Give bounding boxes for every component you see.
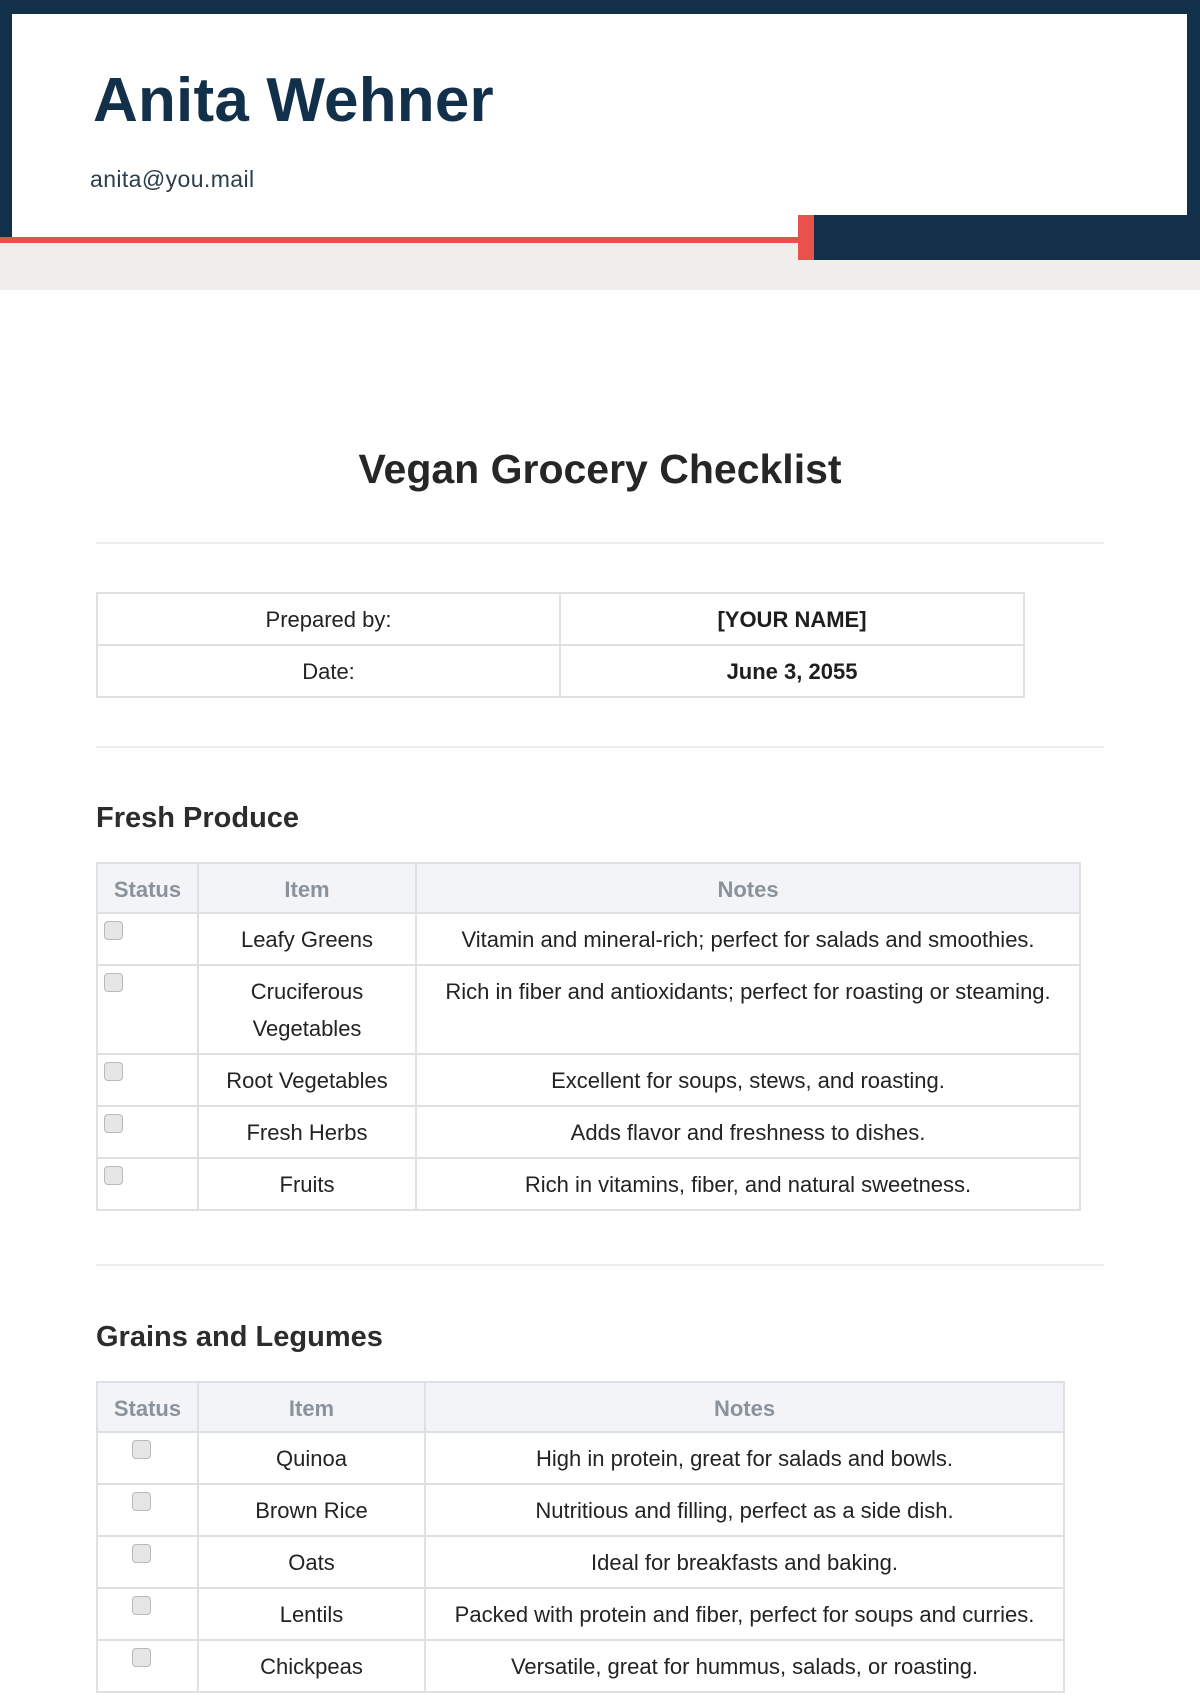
- table-row: [97, 1158, 1080, 1210]
- notes-cell: Excellent for soups, stews, and roasting.: [416, 1054, 1080, 1106]
- item-cell: Fresh Herbs: [198, 1106, 416, 1158]
- status-checkbox[interactable]: [104, 1114, 123, 1133]
- table-row: [97, 1484, 1064, 1536]
- info-table-wrapper: [96, 592, 1025, 698]
- column-header-notes: Notes: [416, 863, 1080, 913]
- status-cell: [97, 1432, 198, 1484]
- item-cell: Chickpeas: [198, 1640, 425, 1692]
- table-row: [97, 965, 1080, 1054]
- status-cell: [97, 913, 198, 965]
- item-cell: Cruciferous Vegetables: [198, 965, 416, 1054]
- date-value: June 3, 2055: [560, 645, 1024, 697]
- fresh-produce-table: [96, 862, 1081, 1211]
- column-header-item: Item: [198, 1382, 425, 1432]
- header-navy-block: [814, 215, 1200, 260]
- author-name: Anita Wehner: [93, 66, 494, 135]
- status-checkbox[interactable]: [104, 973, 123, 992]
- item-cell: Quinoa: [198, 1432, 425, 1484]
- fresh-produce-table-wrapper: [96, 862, 1081, 1211]
- author-email: anita@you.mail: [90, 166, 255, 192]
- section-heading-grains-legumes: Grains and Legumes: [96, 1321, 383, 1353]
- column-header-notes: Notes: [425, 1382, 1064, 1432]
- status-checkbox[interactable]: [132, 1596, 151, 1615]
- notes-cell: Packed with protein and fiber, perfect for soups and curries.: [425, 1588, 1064, 1640]
- table-row: [97, 1588, 1064, 1640]
- item-cell: Brown Rice: [198, 1484, 425, 1536]
- item-cell: Fruits: [198, 1158, 416, 1210]
- table-row: [97, 1536, 1064, 1588]
- table-row: [97, 913, 1080, 965]
- header-frame-top: [0, 0, 1200, 14]
- item-cell: Oats: [198, 1536, 425, 1588]
- notes-cell: High in protein, great for salads and bowls.: [425, 1432, 1064, 1484]
- page-title: Vegan Grocery Checklist: [358, 446, 842, 492]
- notes-cell: Rich in vitamins, fiber, and natural sweetness.: [416, 1158, 1080, 1210]
- table-row: [97, 1640, 1064, 1692]
- prepared-by-label: Prepared by:: [97, 593, 560, 645]
- header-red-accent-line: [0, 237, 798, 243]
- notes-cell: Nutritious and filling, perfect as a side dish.: [425, 1484, 1064, 1536]
- header-frame-left: [0, 0, 12, 237]
- divider: [96, 1264, 1104, 1266]
- status-checkbox[interactable]: [104, 1062, 123, 1081]
- column-header-status: Status: [97, 863, 198, 913]
- divider: [96, 746, 1104, 748]
- info-table: [96, 592, 1025, 698]
- column-header-status: Status: [97, 1382, 198, 1432]
- table-row: [97, 1432, 1064, 1484]
- table-header-row: [97, 863, 1080, 913]
- grains-legumes-table: [96, 1381, 1065, 1693]
- prepared-by-value: [YOUR NAME]: [560, 593, 1024, 645]
- section-heading-fresh-produce: Fresh Produce: [96, 802, 300, 834]
- header-red-accent-block: [798, 215, 814, 260]
- info-row-prepared-by: [97, 593, 1024, 645]
- status-checkbox[interactable]: [132, 1648, 151, 1667]
- notes-cell: Vitamin and mineral-rich; perfect for salads and smoothies.: [416, 913, 1080, 965]
- status-cell: [97, 1536, 198, 1588]
- grains-legumes-table-wrapper: [96, 1381, 1065, 1693]
- status-cell: [97, 965, 198, 1054]
- status-cell: [97, 1054, 198, 1106]
- status-checkbox[interactable]: [132, 1544, 151, 1563]
- item-cell: Lentils: [198, 1588, 425, 1640]
- item-cell: Root Vegetables: [198, 1054, 416, 1106]
- table-row: [97, 1054, 1080, 1106]
- item-cell: Leafy Greens: [198, 913, 416, 965]
- status-checkbox[interactable]: [104, 1166, 123, 1185]
- status-checkbox[interactable]: [104, 921, 123, 940]
- table-header-row: [97, 1382, 1064, 1432]
- info-row-date: [97, 645, 1024, 697]
- notes-cell: Versatile, great for hummus, salads, or roasting.: [425, 1640, 1064, 1692]
- status-cell: [97, 1588, 198, 1640]
- date-label: Date:: [97, 645, 560, 697]
- table-row: [97, 1106, 1080, 1158]
- status-cell: [97, 1158, 198, 1210]
- status-cell: [97, 1640, 198, 1692]
- status-checkbox[interactable]: [132, 1492, 151, 1511]
- column-header-item: Item: [198, 863, 416, 913]
- status-cell: [97, 1106, 198, 1158]
- notes-cell: Rich in fiber and antioxidants; perfect for roasting or steaming.: [416, 965, 1080, 1054]
- status-checkbox[interactable]: [132, 1440, 151, 1459]
- notes-cell: Ideal for breakfasts and baking.: [425, 1536, 1064, 1588]
- divider: [96, 542, 1104, 544]
- status-cell: [97, 1484, 198, 1536]
- notes-cell: Adds flavor and freshness to dishes.: [416, 1106, 1080, 1158]
